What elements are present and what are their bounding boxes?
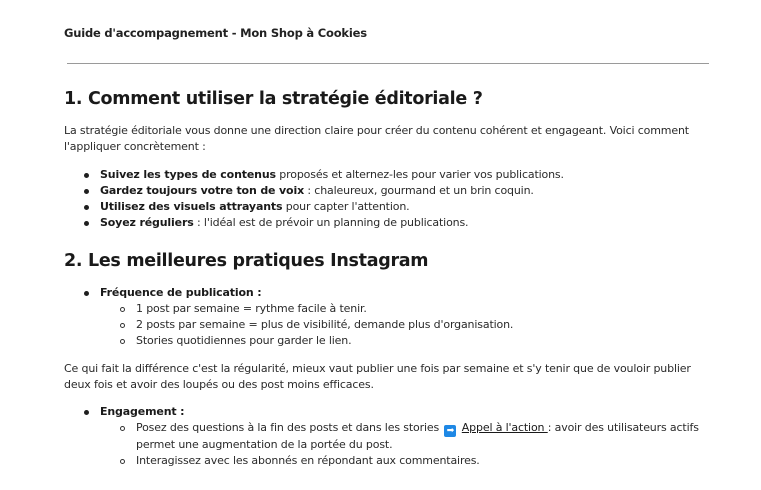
section2-heading: 2. Les meilleures pratiques Instagram [64,251,429,271]
list-item: Interagissez avec les abonnés en répondant aux commentaires. [100,453,714,469]
bullet-icon [84,410,89,415]
list-item: Suivez les types de contenus proposés et alternez-les pour varier vos publications. [64,167,714,183]
circle-bullet-icon [120,307,125,312]
list-item: 2 posts par semaine = plus de visibilité, demande plus d'organisation. [100,317,714,333]
regularity-note: Ce qui fait la différence c'est la régularité, mieux vaut publier une fois par semaine et s'y tenir que de vouloir publier deux fois et avoir des loupés ou des post moins efficaces. [64,362,691,391]
bullet-icon [84,205,89,210]
call-to-action-link[interactable]: Appel à l'action [461,421,548,434]
list-item: Utilisez des visuels attrayants pour capter l'attention. [64,199,714,215]
arrow-right-icon: ➡ [444,425,456,437]
bullet-icon [84,221,89,226]
list-item: Stories quotidiennes pour garder le lien. [100,333,714,349]
circle-bullet-icon [120,323,125,328]
list-item [64,285,714,349]
section1-heading: 1. Comment utiliser la stratégie éditoriale ? [64,89,483,109]
bullet-icon [84,173,89,178]
engagement-list [64,404,714,469]
bullet-icon [84,291,89,296]
engagement-sublist [100,420,714,469]
section1-intro: La stratégie éditoriale vous donne une direction claire pour créer du contenu cohérent et engageant. Voici comment l'appliquer concrètement : [64,124,689,153]
list-item: Gardez toujours votre ton de voix : chaleureux, gourmand et un brin coquin. [64,183,714,199]
list-item [64,404,714,469]
frequency-sublist [100,301,714,349]
document-header-title: Guide d'accompagnement - Mon Shop à Cookies [64,26,367,40]
circle-bullet-icon [120,426,125,431]
bullet-icon [84,189,89,194]
section1-list [64,167,714,231]
header-divider [67,63,709,64]
engagement-label: Engagement : [100,405,185,418]
frequency-label: Fréquence de publication : [100,286,262,299]
circle-bullet-icon [120,459,125,464]
circle-bullet-icon [120,339,125,344]
list-item: 1 post par semaine = rythme facile à tenir. [100,301,714,317]
list-item: Posez des questions à la fin des posts et dans les stories ➡ Appel à l'action : avoir des utilisateurs actifs permet une augmentation de la portée du post. [100,420,714,453]
frequency-list [64,285,714,349]
list-item: Soyez réguliers : l'idéal est de prévoir un planning de publications. [64,215,714,231]
